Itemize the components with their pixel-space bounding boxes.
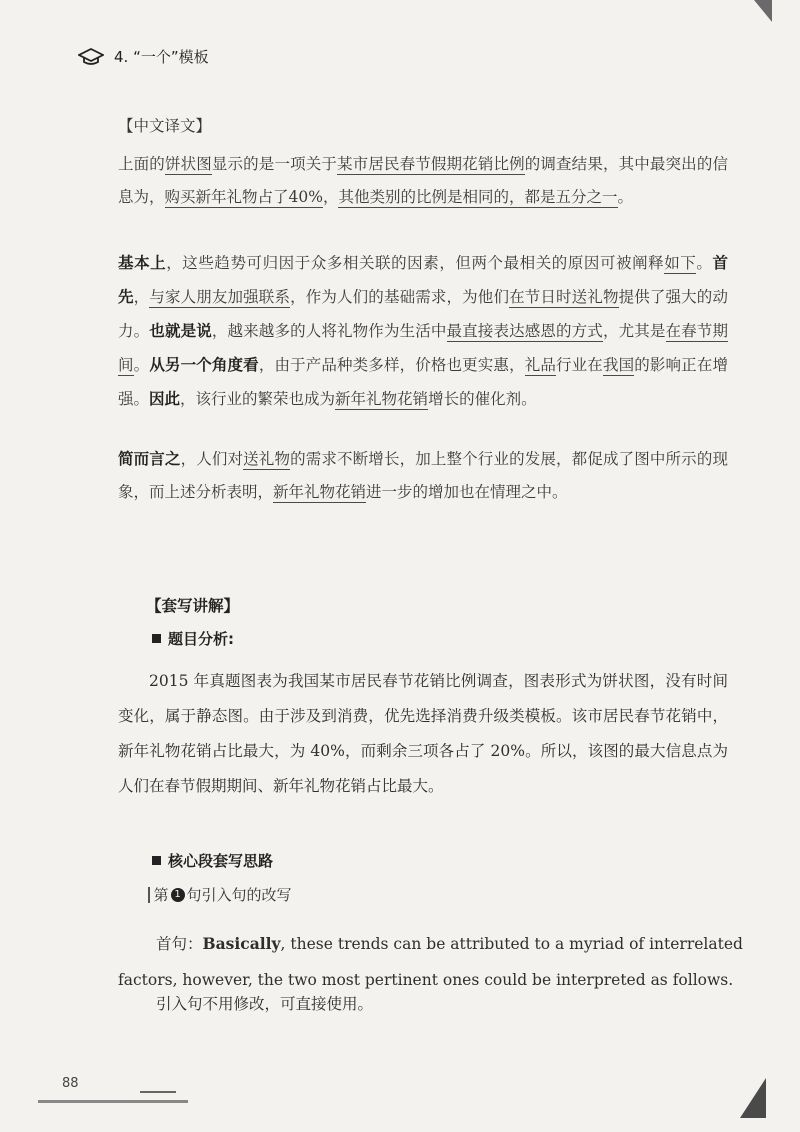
text: ，越来越多的人将礼物作为生活中 [211, 322, 447, 340]
text: 。 [696, 254, 713, 272]
text: 上面的 [118, 155, 165, 173]
bold-connector: 简而言之 [118, 449, 181, 468]
first-sentence-label: 首句： [156, 935, 203, 953]
translation-title: 【中文译文】 [118, 117, 212, 135]
bold-connector: 基本上 [118, 253, 167, 272]
heading-text: 题目分析: [168, 630, 234, 648]
page-number: 88 [62, 1076, 79, 1091]
text: ， [322, 188, 339, 206]
note-text: 引入句不用修改，可直接使用。 [156, 995, 374, 1013]
text: ，由于产品种类多样，价格也更实惠， [258, 356, 525, 374]
underlined-text: 在春节期间 [118, 322, 728, 374]
text: ， [133, 288, 150, 306]
translation-paragraph-3 [118, 442, 728, 509]
underlined-text: 其他类别的比例是相同的，都是五分之一 [338, 188, 618, 206]
bold-word: Basically [202, 934, 281, 953]
circled-number-icon: 1 [171, 888, 185, 902]
text: 。 [133, 356, 150, 374]
text: 增长的催化剂。 [428, 390, 537, 408]
underlined-text: 新年礼物花销 [335, 390, 429, 408]
text: 的调查结果，其中最突出的信息为， [118, 155, 728, 206]
translation-paragraph-1 [118, 148, 728, 214]
step-prefix: 第 [153, 886, 169, 904]
underlined-text: 如下 [664, 254, 697, 272]
text: 进一步的增加也在情理之中。 [366, 483, 568, 501]
bold-connector: 首先 [118, 253, 728, 306]
heading-text: 核心段套写思路 [168, 852, 274, 870]
bold-connector: 因此 [149, 389, 181, 408]
underlined-text: 送礼物 [243, 450, 291, 468]
bold-connector: 也就是说 [149, 321, 212, 340]
underlined-text: 最直接表达感恩的方式 [446, 322, 603, 340]
bold-connector: 从另一个角度看 [149, 355, 259, 374]
section-header [78, 46, 209, 67]
section-title: 4. “一个”模板 [114, 48, 209, 66]
text: 。 [617, 188, 634, 206]
underlined-text: 在节日时送礼物 [509, 288, 619, 306]
step-suffix: 句引入句的改写 [186, 886, 292, 904]
text: 行业在 [556, 356, 603, 374]
page-corner-fold-top [754, 0, 772, 22]
underlined-text: 与家人朋友加强联系 [149, 288, 291, 306]
footer-rule [38, 1100, 188, 1103]
text: ，人们对 [180, 450, 244, 468]
text: 的需求不断增长，加上整个行业的发展，都促成了图中所示的现象，而上述分析表明， [118, 450, 728, 501]
text: 显示的是一项关于 [211, 155, 338, 173]
underlined-text: 饼状图 [164, 155, 212, 173]
vertical-bar-icon [148, 887, 150, 903]
footer-rule-short [140, 1091, 176, 1093]
text: 提供了强大的动力。 [118, 288, 728, 340]
topic-analysis-text: 2015 年真题图表为我国某市居民春节花销比例调查，图表形式为饼状图，没有时间变化，属于静态图。由于涉及到消费，优先选择消费升级类模板。该市居民春节花销中，新年礼物花销占比最大，为 40%，而剩余三项各占了 20%。所以，该图的最大信息点为人们在春节假期期间、新年礼物花销占比最大。 [118, 672, 728, 795]
square-bullet-icon [152, 856, 161, 865]
text: ，尤其是 [602, 322, 666, 340]
translation-paragraph-2 [118, 246, 728, 416]
explanation-title: 【套写讲解】 [146, 597, 240, 615]
graduation-cap-icon [78, 47, 104, 67]
underlined-text: 新年礼物花销 [273, 483, 367, 501]
core-paragraph-heading [152, 850, 273, 871]
underlined-text: 我国 [602, 356, 635, 374]
text: 的影响正在增强。 [118, 356, 728, 408]
step-1-heading [148, 884, 292, 905]
text: ，作为人们的基础需求，为他们 [290, 288, 510, 306]
topic-analysis-heading [152, 628, 234, 649]
underlined-text: 购买新年礼物占了40% [164, 188, 323, 206]
square-bullet-icon [152, 634, 161, 643]
underlined-text: 某市居民春节假期花销比例 [337, 155, 525, 173]
first-sentence-example [118, 926, 758, 998]
text: ，该行业的繁荣也成为 [180, 390, 336, 408]
underlined-text: 礼品 [524, 356, 557, 374]
sentence-text: , these trends can be attributed to a myriad of interrelated factors, however, the two most pertinent ones could be interpreted as follows. [118, 935, 743, 989]
text: ，这些趋势可归因于众多相关联的因素，但两个最相关的原因可被阐释 [166, 254, 665, 272]
page-corner-fold-bottom [740, 1078, 766, 1118]
